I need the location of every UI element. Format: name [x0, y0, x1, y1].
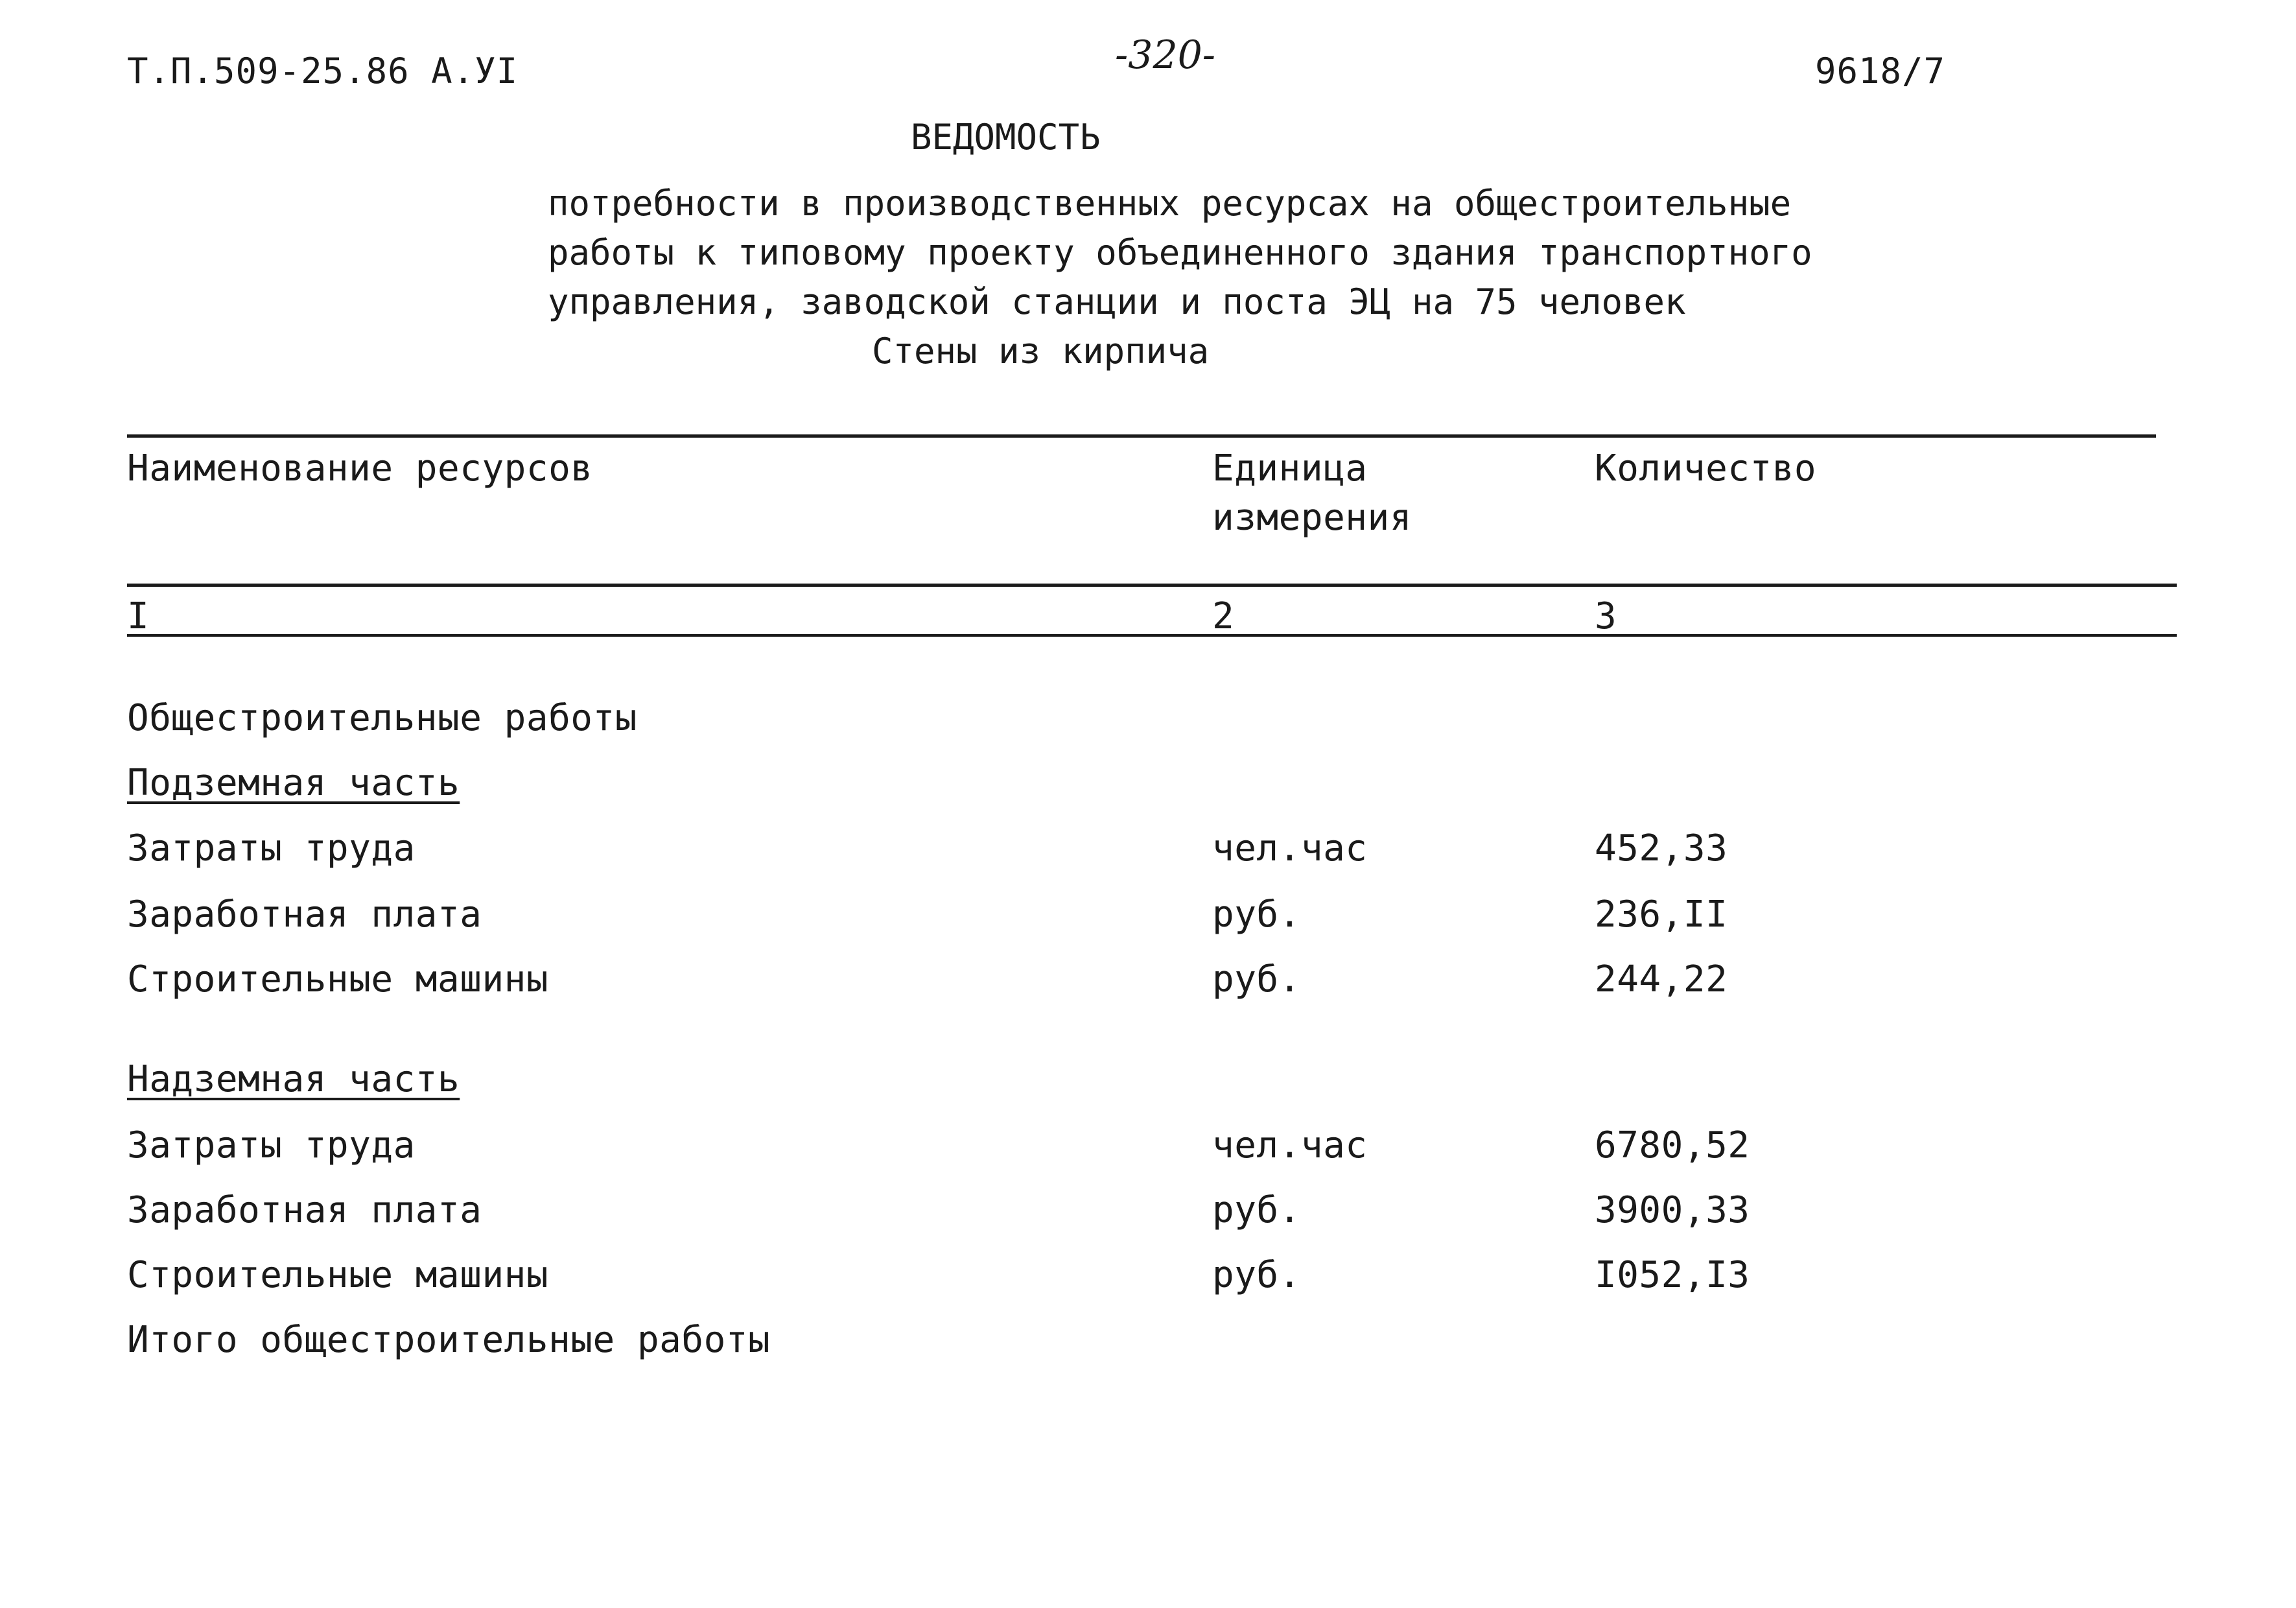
page-number: -320- — [1115, 32, 1216, 78]
title-line-2: работы к типовому проекту объединенного здания транспортного — [548, 232, 1812, 273]
row-qty: 6780,52 — [1595, 1124, 1750, 1166]
group-title-underground: Подземная часть — [127, 762, 460, 804]
row-unit: руб. — [1212, 1189, 1301, 1231]
row-qty: 244,22 — [1595, 958, 1728, 1000]
column-number-2: 2 — [1212, 595, 1235, 637]
header-bottom-rule — [127, 584, 2177, 587]
row-unit: руб. — [1212, 958, 1301, 1000]
row-qty: 236,II — [1595, 893, 1728, 936]
row-qty: 3900,33 — [1595, 1189, 1750, 1231]
column-numbers-rule — [127, 634, 2177, 637]
column-number-3: 3 — [1595, 595, 1617, 637]
sheet-code: 9618/7 — [1815, 51, 1946, 91]
title-line-1: потребности в производственных ресурсах на общестроительные — [548, 183, 1792, 224]
column-number-1: I — [127, 595, 150, 637]
group-title-aboveground: Надземная часть — [127, 1058, 460, 1100]
title-line-4: Стены из кирпича — [872, 331, 1210, 372]
row-name: Строительные машины — [127, 958, 549, 1000]
row-unit: чел.час — [1212, 1124, 1368, 1166]
section-title: Общестроительные работы — [127, 697, 637, 739]
column-header-unit-line-1: Единица — [1212, 447, 1368, 490]
row-qty: 452,33 — [1595, 827, 1728, 869]
row-name: Строительные машины — [127, 1254, 549, 1296]
row-name: Затраты труда — [127, 827, 416, 869]
column-header-qty: Количество — [1595, 447, 1817, 490]
row-name: Затраты труда — [127, 1124, 416, 1166]
row-unit: руб. — [1212, 1254, 1301, 1296]
document-code: Т.П.509-25.86 А.УI — [127, 51, 519, 91]
table-top-rule — [127, 434, 2156, 438]
row-qty: I052,I3 — [1595, 1254, 1750, 1296]
row-unit: чел.час — [1212, 827, 1368, 869]
title-line-3: управления, заводской станции и поста ЭЦ на 75 человек — [548, 281, 1686, 322]
row-unit: руб. — [1212, 893, 1301, 936]
document-heading: ВЕДОМОСТЬ — [911, 117, 1101, 158]
total-label: Итого общестроительные работы — [127, 1319, 771, 1361]
column-header-unit-line-2: измерения — [1212, 497, 1412, 539]
row-name: Заработная плата — [127, 893, 482, 936]
column-header-name: Наименование ресурсов — [127, 447, 593, 490]
row-name: Заработная плата — [127, 1189, 482, 1231]
